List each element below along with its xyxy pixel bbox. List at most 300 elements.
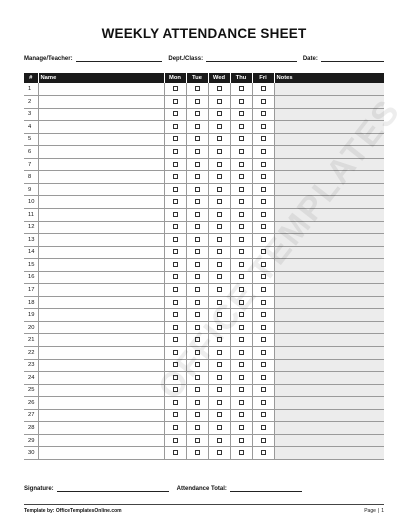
name-cell[interactable] (38, 171, 164, 184)
name-cell[interactable] (38, 447, 164, 460)
wed-checkbox[interactable] (217, 300, 222, 305)
thu-checkbox[interactable] (239, 387, 244, 392)
mon-checkbox[interactable] (173, 86, 178, 91)
notes-cell[interactable] (274, 309, 384, 322)
notes-cell[interactable] (274, 422, 384, 435)
table-row (24, 234, 384, 247)
thu-cell (230, 434, 252, 447)
mon-checkbox[interactable] (173, 412, 178, 417)
mon-checkbox[interactable] (173, 136, 178, 141)
fri-checkbox[interactable] (261, 287, 266, 292)
mon-checkbox[interactable] (173, 312, 178, 317)
table-row (24, 208, 384, 221)
wed-checkbox[interactable] (217, 287, 222, 292)
thu-checkbox[interactable] (239, 174, 244, 179)
header-fri: Fri (252, 73, 274, 83)
template-credit: Template by: OfficeTemplatesOnline.com (24, 508, 122, 514)
mon-cell (164, 422, 186, 435)
mon-cell (164, 133, 186, 146)
wed-checkbox[interactable] (217, 375, 222, 380)
thu-checkbox[interactable] (239, 199, 244, 204)
row-number: 16 (24, 271, 38, 284)
wed-cell (208, 359, 230, 372)
thu-checkbox[interactable] (239, 300, 244, 305)
fri-checkbox[interactable] (261, 300, 266, 305)
thu-checkbox[interactable] (239, 149, 244, 154)
fri-checkbox[interactable] (261, 162, 266, 167)
thu-checkbox[interactable] (239, 99, 244, 104)
wed-checkbox[interactable] (217, 362, 222, 367)
wed-cell (208, 171, 230, 184)
wed-cell (208, 146, 230, 159)
thu-checkbox[interactable] (239, 224, 244, 229)
name-cell[interactable] (38, 158, 164, 171)
footer-divider (24, 504, 384, 505)
name-cell[interactable] (38, 246, 164, 259)
mon-checkbox[interactable] (173, 375, 178, 380)
thu-cell (230, 221, 252, 234)
row-number: 2 (24, 96, 38, 109)
manager-field-line[interactable] (76, 55, 163, 62)
wed-checkbox[interactable] (217, 400, 222, 405)
fri-checkbox[interactable] (261, 136, 266, 141)
thu-checkbox[interactable] (239, 111, 244, 116)
name-cell[interactable] (38, 334, 164, 347)
notes-cell[interactable] (274, 221, 384, 234)
name-cell[interactable] (38, 321, 164, 334)
tue-cell (186, 183, 208, 196)
mon-checkbox[interactable] (173, 174, 178, 179)
row-number: 13 (24, 234, 38, 247)
notes-cell[interactable] (274, 447, 384, 460)
name-cell[interactable] (38, 346, 164, 359)
fri-cell (252, 83, 274, 96)
mon-checkbox[interactable] (173, 199, 178, 204)
notes-cell[interactable] (274, 158, 384, 171)
signature-fields (24, 482, 384, 492)
fri-checkbox[interactable] (261, 375, 266, 380)
notes-cell[interactable] (274, 397, 384, 410)
wed-checkbox[interactable] (217, 425, 222, 430)
mon-cell (164, 346, 186, 359)
fri-checkbox[interactable] (261, 325, 266, 330)
thu-cell (230, 309, 252, 322)
table-row (24, 108, 384, 121)
tue-checkbox[interactable] (195, 274, 200, 279)
wed-cell (208, 121, 230, 134)
tue-checkbox[interactable] (195, 312, 200, 317)
wed-checkbox[interactable] (217, 162, 222, 167)
wed-checkbox[interactable] (217, 86, 222, 91)
thu-checkbox[interactable] (239, 312, 244, 317)
thu-checkbox[interactable] (239, 375, 244, 380)
wed-checkbox[interactable] (217, 312, 222, 317)
tue-cell (186, 309, 208, 322)
wed-checkbox[interactable] (217, 224, 222, 229)
fri-checkbox[interactable] (261, 412, 266, 417)
name-cell[interactable] (38, 121, 164, 134)
name-cell[interactable] (38, 359, 164, 372)
mon-cell (164, 284, 186, 297)
date-label: Date: (302, 56, 318, 62)
mon-cell (164, 246, 186, 259)
thu-checkbox[interactable] (239, 124, 244, 129)
table-row (24, 409, 384, 422)
notes-cell[interactable] (274, 296, 384, 309)
fri-checkbox[interactable] (261, 438, 266, 443)
mon-cell (164, 83, 186, 96)
name-cell[interactable] (38, 183, 164, 196)
mon-checkbox[interactable] (173, 450, 178, 455)
mon-checkbox[interactable] (173, 162, 178, 167)
thu-checkbox[interactable] (239, 438, 244, 443)
fri-checkbox[interactable] (261, 174, 266, 179)
tue-checkbox[interactable] (195, 162, 200, 167)
fri-checkbox[interactable] (261, 387, 266, 392)
thu-checkbox[interactable] (239, 212, 244, 217)
thu-cell (230, 284, 252, 297)
wed-checkbox[interactable] (217, 438, 222, 443)
mon-checkbox[interactable] (173, 149, 178, 154)
fri-checkbox[interactable] (261, 212, 266, 217)
tue-checkbox[interactable] (195, 187, 200, 192)
tue-checkbox[interactable] (195, 149, 200, 154)
table-row (24, 309, 384, 322)
mon-cell (164, 146, 186, 159)
row-number: 12 (24, 221, 38, 234)
name-cell[interactable] (38, 409, 164, 422)
tue-checkbox[interactable] (195, 212, 200, 217)
thu-checkbox[interactable] (239, 425, 244, 430)
table-row (24, 359, 384, 372)
mon-checkbox[interactable] (173, 337, 178, 342)
fri-checkbox[interactable] (261, 312, 266, 317)
notes-cell[interactable] (274, 409, 384, 422)
wed-checkbox[interactable] (217, 387, 222, 392)
tue-checkbox[interactable] (195, 400, 200, 405)
fri-checkbox[interactable] (261, 149, 266, 154)
notes-cell[interactable] (274, 171, 384, 184)
tue-checkbox[interactable] (195, 287, 200, 292)
fri-checkbox[interactable] (261, 425, 266, 430)
thu-cell (230, 96, 252, 109)
tue-cell (186, 284, 208, 297)
header-wed: Wed (208, 73, 230, 83)
name-cell[interactable] (38, 296, 164, 309)
wed-checkbox[interactable] (217, 337, 222, 342)
name-cell[interactable] (38, 221, 164, 234)
wed-cell (208, 284, 230, 297)
attendance-total-line[interactable] (230, 485, 302, 492)
mon-checkbox[interactable] (173, 212, 178, 217)
mon-checkbox[interactable] (173, 425, 178, 430)
wed-cell (208, 271, 230, 284)
wed-checkbox[interactable] (217, 99, 222, 104)
wed-checkbox[interactable] (217, 199, 222, 204)
tue-cell (186, 208, 208, 221)
notes-cell[interactable] (274, 133, 384, 146)
mon-checkbox[interactable] (173, 387, 178, 392)
wed-checkbox[interactable] (217, 249, 222, 254)
name-cell[interactable] (38, 96, 164, 109)
mon-checkbox[interactable] (173, 350, 178, 355)
name-cell[interactable] (38, 133, 164, 146)
fri-checkbox[interactable] (261, 99, 266, 104)
mon-checkbox[interactable] (173, 325, 178, 330)
thu-cell (230, 321, 252, 334)
wed-checkbox[interactable] (217, 262, 222, 267)
mon-checkbox[interactable] (173, 362, 178, 367)
notes-cell[interactable] (274, 208, 384, 221)
tue-checkbox[interactable] (195, 438, 200, 443)
tue-checkbox[interactable] (195, 425, 200, 430)
header-mon: Mon (164, 73, 186, 83)
name-cell[interactable] (38, 422, 164, 435)
date-field-line[interactable] (321, 55, 384, 62)
mon-checkbox[interactable] (173, 187, 178, 192)
fri-checkbox[interactable] (261, 187, 266, 192)
wed-checkbox[interactable] (217, 274, 222, 279)
fri-cell (252, 284, 274, 297)
wed-checkbox[interactable] (217, 325, 222, 330)
mon-checkbox[interactable] (173, 400, 178, 405)
thu-checkbox[interactable] (239, 450, 244, 455)
thu-checkbox[interactable] (239, 412, 244, 417)
notes-cell[interactable] (274, 359, 384, 372)
row-number: 20 (24, 321, 38, 334)
wed-checkbox[interactable] (217, 350, 222, 355)
mon-cell (164, 359, 186, 372)
name-cell[interactable] (38, 196, 164, 209)
name-cell[interactable] (38, 397, 164, 410)
thu-checkbox[interactable] (239, 362, 244, 367)
thu-checkbox[interactable] (239, 237, 244, 242)
tue-checkbox[interactable] (195, 387, 200, 392)
wed-cell (208, 183, 230, 196)
wed-checkbox[interactable] (217, 412, 222, 417)
wed-cell (208, 208, 230, 221)
row-number: 7 (24, 158, 38, 171)
tue-checkbox[interactable] (195, 111, 200, 116)
thu-checkbox[interactable] (239, 337, 244, 342)
tue-checkbox[interactable] (195, 199, 200, 204)
wed-checkbox[interactable] (217, 136, 222, 141)
tue-checkbox[interactable] (195, 325, 200, 330)
notes-cell[interactable] (274, 246, 384, 259)
name-cell[interactable] (38, 234, 164, 247)
name-cell[interactable] (38, 309, 164, 322)
thu-checkbox[interactable] (239, 400, 244, 405)
name-cell[interactable] (38, 259, 164, 272)
thu-checkbox[interactable] (239, 86, 244, 91)
mon-cell (164, 397, 186, 410)
thu-checkbox[interactable] (239, 187, 244, 192)
mon-cell (164, 96, 186, 109)
tue-cell (186, 334, 208, 347)
mon-checkbox[interactable] (173, 249, 178, 254)
notes-cell[interactable] (274, 259, 384, 272)
name-cell[interactable] (38, 434, 164, 447)
header-num: # (24, 73, 38, 83)
tue-checkbox[interactable] (195, 362, 200, 367)
tue-checkbox[interactable] (195, 174, 200, 179)
mon-cell (164, 259, 186, 272)
fri-checkbox[interactable] (261, 86, 266, 91)
tue-checkbox[interactable] (195, 350, 200, 355)
fri-checkbox[interactable] (261, 224, 266, 229)
tue-cell (186, 246, 208, 259)
tue-cell (186, 384, 208, 397)
fri-checkbox[interactable] (261, 111, 266, 116)
name-cell[interactable] (38, 83, 164, 96)
wed-checkbox[interactable] (217, 212, 222, 217)
thu-cell (230, 234, 252, 247)
notes-cell[interactable] (274, 196, 384, 209)
tue-checkbox[interactable] (195, 300, 200, 305)
header-tue: Tue (186, 73, 208, 83)
fri-checkbox[interactable] (261, 262, 266, 267)
fri-checkbox[interactable] (261, 237, 266, 242)
tue-checkbox[interactable] (195, 224, 200, 229)
tue-checkbox[interactable] (195, 450, 200, 455)
mon-checkbox[interactable] (173, 124, 178, 129)
fri-checkbox[interactable] (261, 362, 266, 367)
notes-cell[interactable] (274, 183, 384, 196)
table-row (24, 133, 384, 146)
thu-checkbox[interactable] (239, 287, 244, 292)
mon-cell (164, 108, 186, 121)
fri-checkbox[interactable] (261, 450, 266, 455)
mon-checkbox[interactable] (173, 262, 178, 267)
fri-checkbox[interactable] (261, 337, 266, 342)
notes-cell[interactable] (274, 108, 384, 121)
name-cell[interactable] (38, 384, 164, 397)
mon-checkbox[interactable] (173, 274, 178, 279)
tue-checkbox[interactable] (195, 237, 200, 242)
notes-cell[interactable] (274, 96, 384, 109)
thu-checkbox[interactable] (239, 249, 244, 254)
notes-cell[interactable] (274, 372, 384, 385)
name-cell[interactable] (38, 108, 164, 121)
mon-checkbox[interactable] (173, 287, 178, 292)
dept-field-line[interactable] (206, 55, 297, 62)
notes-cell[interactable] (274, 384, 384, 397)
table-row (24, 334, 384, 347)
fri-cell (252, 196, 274, 209)
notes-cell[interactable] (274, 234, 384, 247)
wed-checkbox[interactable] (217, 111, 222, 116)
thu-cell (230, 196, 252, 209)
tue-checkbox[interactable] (195, 337, 200, 342)
fri-cell (252, 234, 274, 247)
fri-checkbox[interactable] (261, 274, 266, 279)
fri-cell (252, 309, 274, 322)
mon-checkbox[interactable] (173, 237, 178, 242)
notes-cell[interactable] (274, 346, 384, 359)
thu-checkbox[interactable] (239, 274, 244, 279)
mon-checkbox[interactable] (173, 111, 178, 116)
tue-checkbox[interactable] (195, 99, 200, 104)
fri-checkbox[interactable] (261, 249, 266, 254)
tue-cell (186, 221, 208, 234)
wed-checkbox[interactable] (217, 124, 222, 129)
mon-checkbox[interactable] (173, 300, 178, 305)
fri-checkbox[interactable] (261, 199, 266, 204)
mon-cell (164, 296, 186, 309)
signature-field-line[interactable] (57, 485, 169, 492)
mon-checkbox[interactable] (173, 99, 178, 104)
wed-checkbox[interactable] (217, 237, 222, 242)
thu-checkbox[interactable] (239, 350, 244, 355)
tue-checkbox[interactable] (195, 249, 200, 254)
notes-cell[interactable] (274, 334, 384, 347)
wed-checkbox[interactable] (217, 187, 222, 192)
notes-cell[interactable] (274, 321, 384, 334)
thu-checkbox[interactable] (239, 162, 244, 167)
mon-checkbox[interactable] (173, 438, 178, 443)
tue-checkbox[interactable] (195, 136, 200, 141)
notes-cell[interactable] (274, 284, 384, 297)
thu-cell (230, 334, 252, 347)
thu-checkbox[interactable] (239, 136, 244, 141)
name-cell[interactable] (38, 208, 164, 221)
mon-cell (164, 309, 186, 322)
notes-cell[interactable] (274, 146, 384, 159)
table-row (24, 221, 384, 234)
attendance-total-label: Attendance Total: (176, 486, 227, 492)
tue-cell (186, 447, 208, 460)
mon-checkbox[interactable] (173, 224, 178, 229)
fri-cell (252, 146, 274, 159)
name-cell[interactable] (38, 284, 164, 297)
tue-checkbox[interactable] (195, 412, 200, 417)
wed-cell (208, 447, 230, 460)
wed-checkbox[interactable] (217, 174, 222, 179)
fri-cell (252, 296, 274, 309)
thu-cell (230, 108, 252, 121)
fri-cell (252, 108, 274, 121)
tue-cell (186, 259, 208, 272)
name-cell[interactable] (38, 372, 164, 385)
fri-cell (252, 271, 274, 284)
thu-checkbox[interactable] (239, 325, 244, 330)
wed-checkbox[interactable] (217, 450, 222, 455)
fri-checkbox[interactable] (261, 124, 266, 129)
name-cell[interactable] (38, 271, 164, 284)
fri-checkbox[interactable] (261, 400, 266, 405)
thu-cell (230, 271, 252, 284)
name-cell[interactable] (38, 146, 164, 159)
notes-cell[interactable] (274, 121, 384, 134)
thu-checkbox[interactable] (239, 262, 244, 267)
notes-cell[interactable] (274, 434, 384, 447)
tue-checkbox[interactable] (195, 375, 200, 380)
tue-cell (186, 171, 208, 184)
tue-checkbox[interactable] (195, 86, 200, 91)
fri-checkbox[interactable] (261, 350, 266, 355)
notes-cell[interactable] (274, 83, 384, 96)
sheet-title: WEEKLY ATTENDANCE SHEET (101, 26, 307, 41)
tue-checkbox[interactable] (195, 124, 200, 129)
page-label: Page (364, 508, 376, 514)
notes-cell[interactable] (274, 271, 384, 284)
row-number: 14 (24, 246, 38, 259)
wed-checkbox[interactable] (217, 149, 222, 154)
table-row (24, 183, 384, 196)
tue-checkbox[interactable] (195, 262, 200, 267)
wed-cell (208, 296, 230, 309)
table-row (24, 246, 384, 259)
